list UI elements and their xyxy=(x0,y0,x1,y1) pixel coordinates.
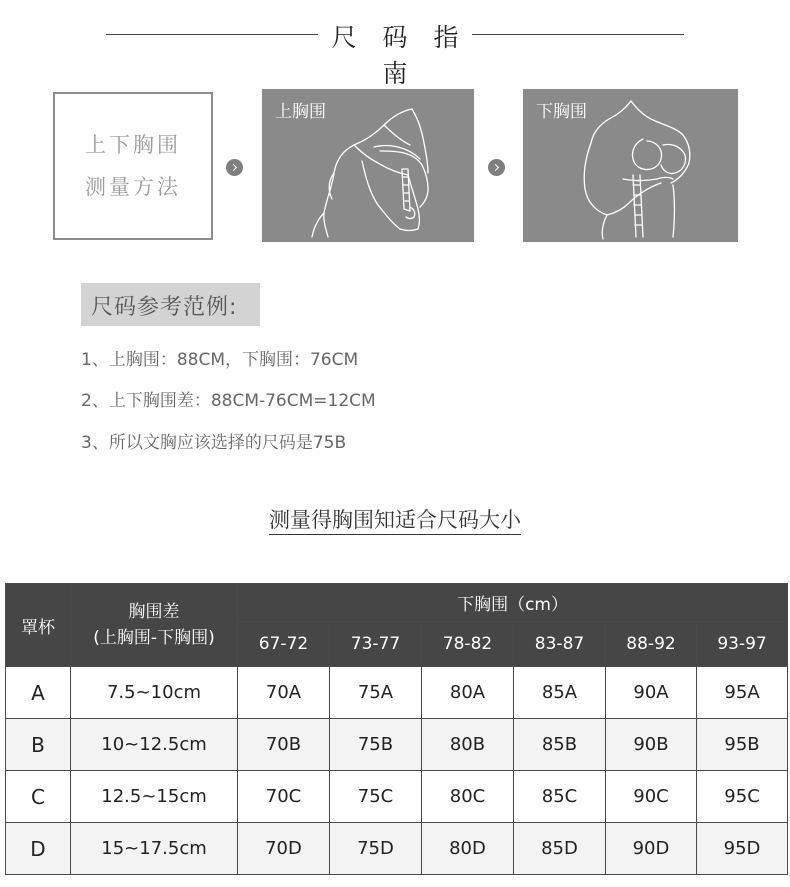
chevron-right-icon xyxy=(488,159,505,176)
under-bust-panel xyxy=(523,89,738,242)
size-cell: 85C xyxy=(514,771,606,823)
size-cell: 90C xyxy=(606,771,697,823)
size-cell: 75D xyxy=(330,823,422,875)
size-table-title xyxy=(0,504,790,534)
size-cell: 70B xyxy=(238,719,330,771)
size-cell: 90D xyxy=(606,823,697,875)
size-example-heading: 尺码参考范例: xyxy=(91,295,238,320)
size-cell: 80B xyxy=(422,719,514,771)
upper-bust-label: 上胸围 xyxy=(275,102,326,122)
bust-difference-header-line-1: 胸围差 xyxy=(128,602,180,622)
under-bust-group-header: 下胸围（cm） xyxy=(238,584,788,622)
under-bust-range-header: 93-97 xyxy=(697,622,788,667)
size-cell: 95D xyxy=(697,823,788,875)
size-example-line: 1、上胸围：88CM，下胸围：76CM xyxy=(81,350,359,370)
under-bust-range-header: 67-72 xyxy=(238,622,330,667)
cup-cell: D xyxy=(6,823,71,875)
under-bust-range-header: 83-87 xyxy=(514,622,606,667)
cup-cell: A xyxy=(6,667,71,719)
chevron-right-icon xyxy=(226,159,243,176)
size-cell: 80C xyxy=(422,771,514,823)
size-cell: 75C xyxy=(330,771,422,823)
size-chart-table xyxy=(5,583,788,875)
bust-difference-cell: 12.5~15cm xyxy=(71,771,238,823)
bust-difference-cell: 7.5~10cm xyxy=(71,667,238,719)
size-cell: 70A xyxy=(238,667,330,719)
size-example-tag xyxy=(81,283,260,326)
size-example-line: 2、上下胸围差：88CM-76CM=12CM xyxy=(81,391,376,411)
size-cell: 95A xyxy=(697,667,788,719)
measure-method-box xyxy=(53,92,213,240)
table-row xyxy=(6,667,788,719)
size-cell: 85A xyxy=(514,667,606,719)
under-bust-range-header: 78-82 xyxy=(422,622,514,667)
size-cell: 75A xyxy=(330,667,422,719)
cup-cell: B xyxy=(6,719,71,771)
under-bust-range-header: 73-77 xyxy=(330,622,422,667)
table-row xyxy=(6,771,788,823)
size-cell: 90B xyxy=(606,719,697,771)
size-cell: 85D xyxy=(514,823,606,875)
bust-difference-column-header xyxy=(71,584,238,667)
size-cell: 70D xyxy=(238,823,330,875)
size-cell: 75B xyxy=(330,719,422,771)
page-title: 尺 码 指 南 xyxy=(331,23,468,88)
page-title-row xyxy=(0,14,790,88)
size-cell: 70C xyxy=(238,771,330,823)
bust-difference-cell: 15~17.5cm xyxy=(71,823,238,875)
measure-method-line-2: 测量方法 xyxy=(85,175,181,199)
cup-column-header: 罩杯 xyxy=(6,584,71,667)
size-table-title-text: 测量得胸围知适合尺码大小 xyxy=(269,508,521,535)
under-bust-label: 下胸围 xyxy=(536,102,587,122)
title-divider-left xyxy=(106,34,318,35)
title-divider-right xyxy=(472,34,684,35)
size-cell: 80A xyxy=(422,667,514,719)
bust-difference-cell: 10~12.5cm xyxy=(71,719,238,771)
bust-difference-header-line-2: (上胸围-下胸围) xyxy=(93,628,215,648)
size-cell: 95B xyxy=(697,719,788,771)
cup-cell: C xyxy=(6,771,71,823)
size-example-line: 3、所以文胸应该选择的尺码是75B xyxy=(81,433,347,453)
table-row xyxy=(6,719,788,771)
under-bust-range-header: 88-92 xyxy=(606,622,697,667)
size-cell: 90A xyxy=(606,667,697,719)
size-cell: 85B xyxy=(514,719,606,771)
upper-bust-panel xyxy=(262,89,474,242)
size-cell: 80D xyxy=(422,823,514,875)
measure-method-line-1: 上下胸围 xyxy=(85,133,181,157)
table-row xyxy=(6,823,788,875)
size-cell: 95C xyxy=(697,771,788,823)
